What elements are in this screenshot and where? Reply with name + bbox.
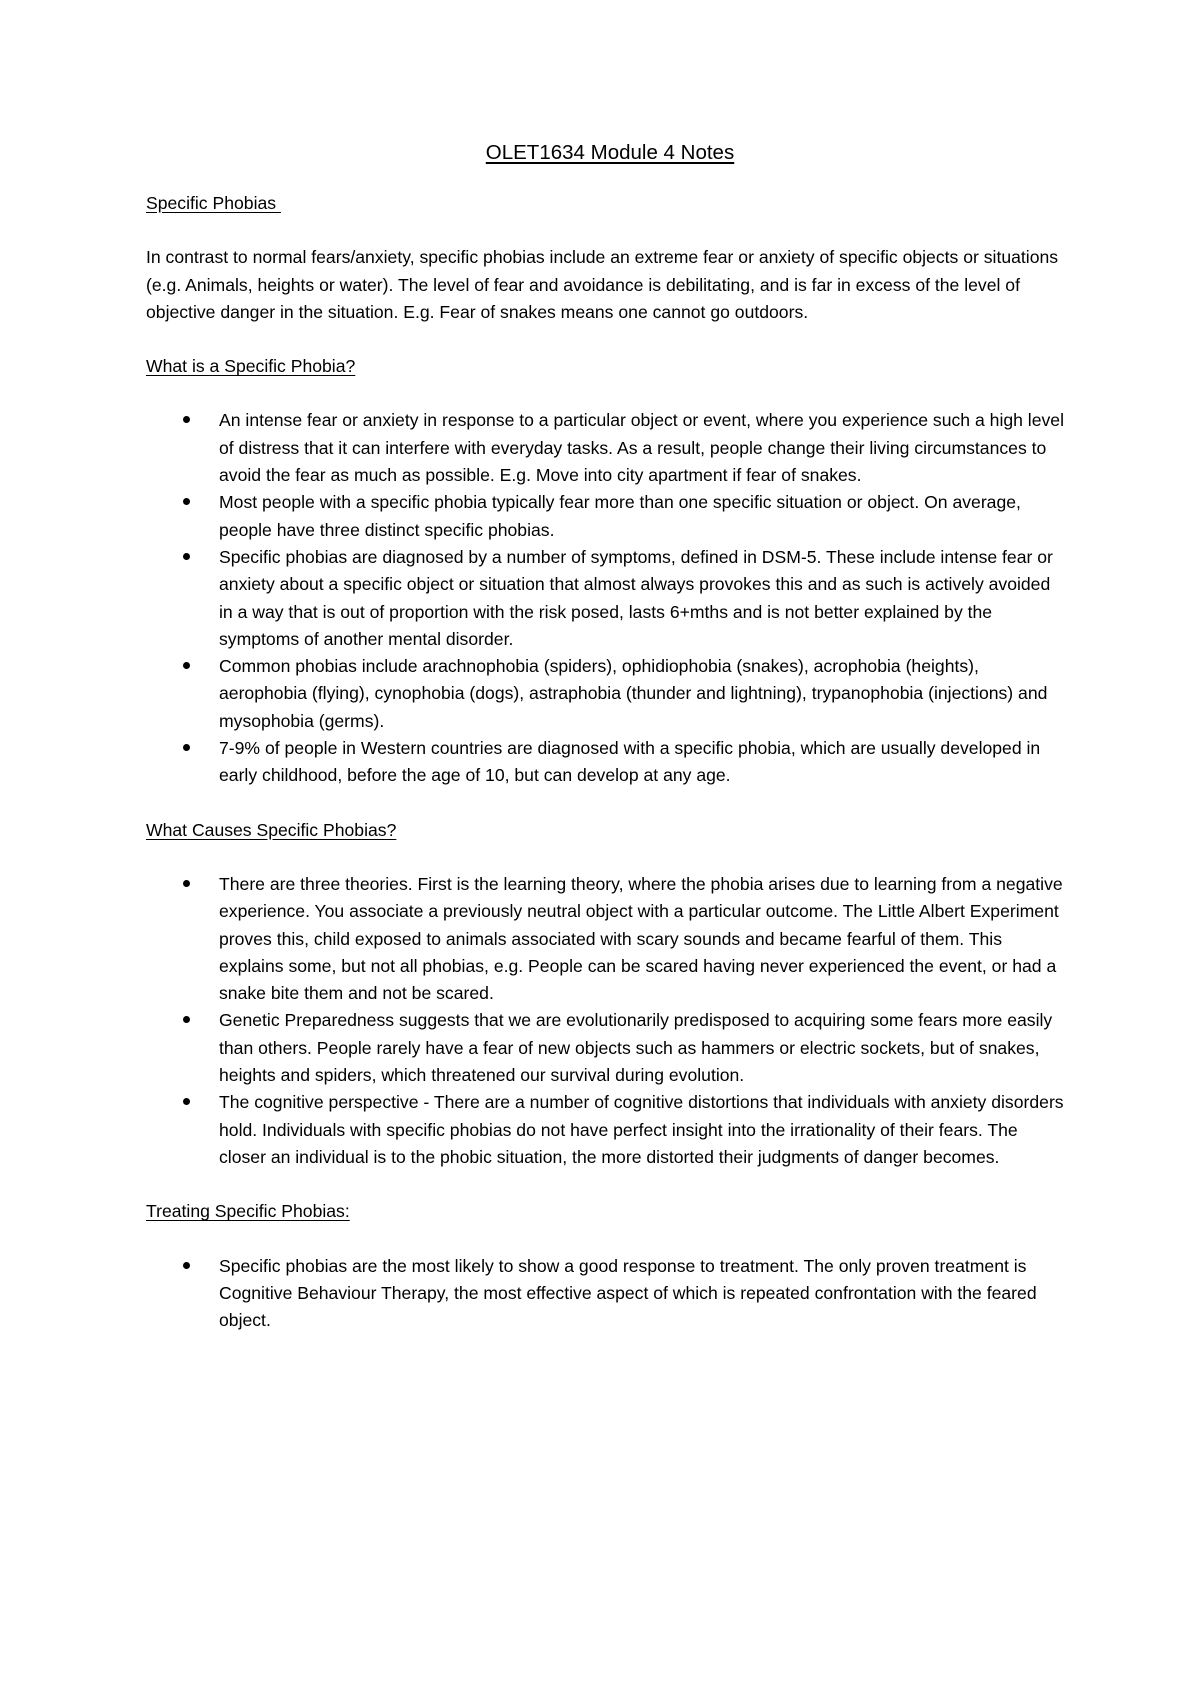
bullet-icon: [183, 553, 190, 560]
bullet-icon: [183, 662, 190, 669]
document-title: OLET1634 Module 4 Notes: [485, 141, 735, 164]
list-item-text: An intense fear or anxiety in response to a particular object or event, where you experience such a high level of distress that it can interfere with everyday tasks. As a result, people change their living circumstances to avoid the fear as much as possible. E.g. Move into city apartment if fear of snakes.: [219, 410, 1064, 486]
list-item: [146, 653, 1066, 735]
what-is-list: [146, 407, 1066, 789]
list-item-text: Common phobias include arachnophobia (spiders), ophidiophobia (snakes), acrophobia (heights), aerophobia (flying), cynophobia (dogs), astraphobia (thunder and lightning), trypanophobia (injections) and mysophobia (germs).: [219, 656, 1048, 731]
list-item: [146, 871, 1066, 1007]
list-item-text: The cognitive perspective - There are a number of cognitive distortions that individuals with anxiety disorders hold. Individuals with specific phobias do not have perfect insight into the irrationality of their fears. The closer an individual is to the phobic situation, the more distorted their judgments of danger becomes.: [219, 1092, 1064, 1167]
list-item-text: Specific phobias are diagnosed by a number of symptoms, defined in DSM-5. These include intense fear or anxiety about a specific object or situation that almost always provokes this and as such is actively avoided in a way that is out of proportion with the risk posed, lasts 6+mths and is not better explained by the symptoms of another mental disorder.: [219, 546, 1053, 649]
document-page: [146, 138, 1066, 1361]
section-heading-what-is: What is a Specific Phobia?: [146, 356, 356, 377]
list-item: [146, 1089, 1066, 1171]
bullet-icon: [183, 498, 190, 505]
section-heading-treating: Treating Specific Phobias:: [146, 1201, 350, 1222]
section-heading-specific-phobias: Specific Phobias: [146, 193, 281, 213]
bullet-icon: [183, 1098, 190, 1105]
list-item: [146, 735, 1066, 790]
list-item-text: Genetic Preparedness suggests that we are evolutionarily predisposed to acquiring some fears more easily than others. People rarely have a fear of new objects such as hammers or electric sockets, but of snakes, heights and spiders, which threatened our survival during evolution.: [219, 1010, 1053, 1086]
list-item: [146, 407, 1066, 489]
list-item-text: 7-9% of people in Western countries are diagnosed with a specific phobia, which are usually developed in early childhood, before the age of 10, but can develop at any age.: [219, 738, 1041, 786]
bullet-icon: [183, 744, 190, 751]
list-item-text: Specific phobias are the most likely to show a good response to treatment. The only proven treatment is Cognitive Behaviour Therapy, the most effective aspect of which is repeated confrontation with the feared object.: [219, 1255, 1037, 1331]
list-item-text: Most people with a specific phobia typically fear more than one specific situation or object. On average, people have three distinct specific phobias.: [219, 492, 1021, 540]
causes-list: [146, 871, 1066, 1171]
list-item-text: There are three theories. First is the learning theory, where the phobia arises due to learning from a negative experience. You associate a previously neutral object with a particular outcome. The Little Albert Experiment proves this, child exposed to animals associated with scary sounds and became fearful of them. This explains some, but not all phobias, e.g. People can be scared having never experienced the event, or had a snake bite them and not be scared.: [219, 873, 1063, 1004]
treating-list: [146, 1253, 1066, 1335]
list-item: [146, 544, 1066, 653]
list-item: [146, 1007, 1066, 1089]
section-heading-causes: What Causes Specific Phobias?: [146, 819, 397, 840]
bullet-icon: [183, 1262, 190, 1269]
intro-paragraph: In contrast to normal fears/anxiety, specific phobias include an extreme fear or anxiety of specific objects or situations (e.g. Animals, heights or water). The level of fear and avoidance is debilitating, and is far in excess of the level of objective danger in the situation. E.g. Fear of snakes means one cannot go outdoors.: [146, 247, 1059, 322]
list-item: [146, 489, 1066, 544]
list-item: [146, 1253, 1066, 1335]
bullet-icon: [183, 880, 190, 887]
bullet-icon: [183, 1016, 190, 1023]
bullet-icon: [183, 416, 190, 423]
